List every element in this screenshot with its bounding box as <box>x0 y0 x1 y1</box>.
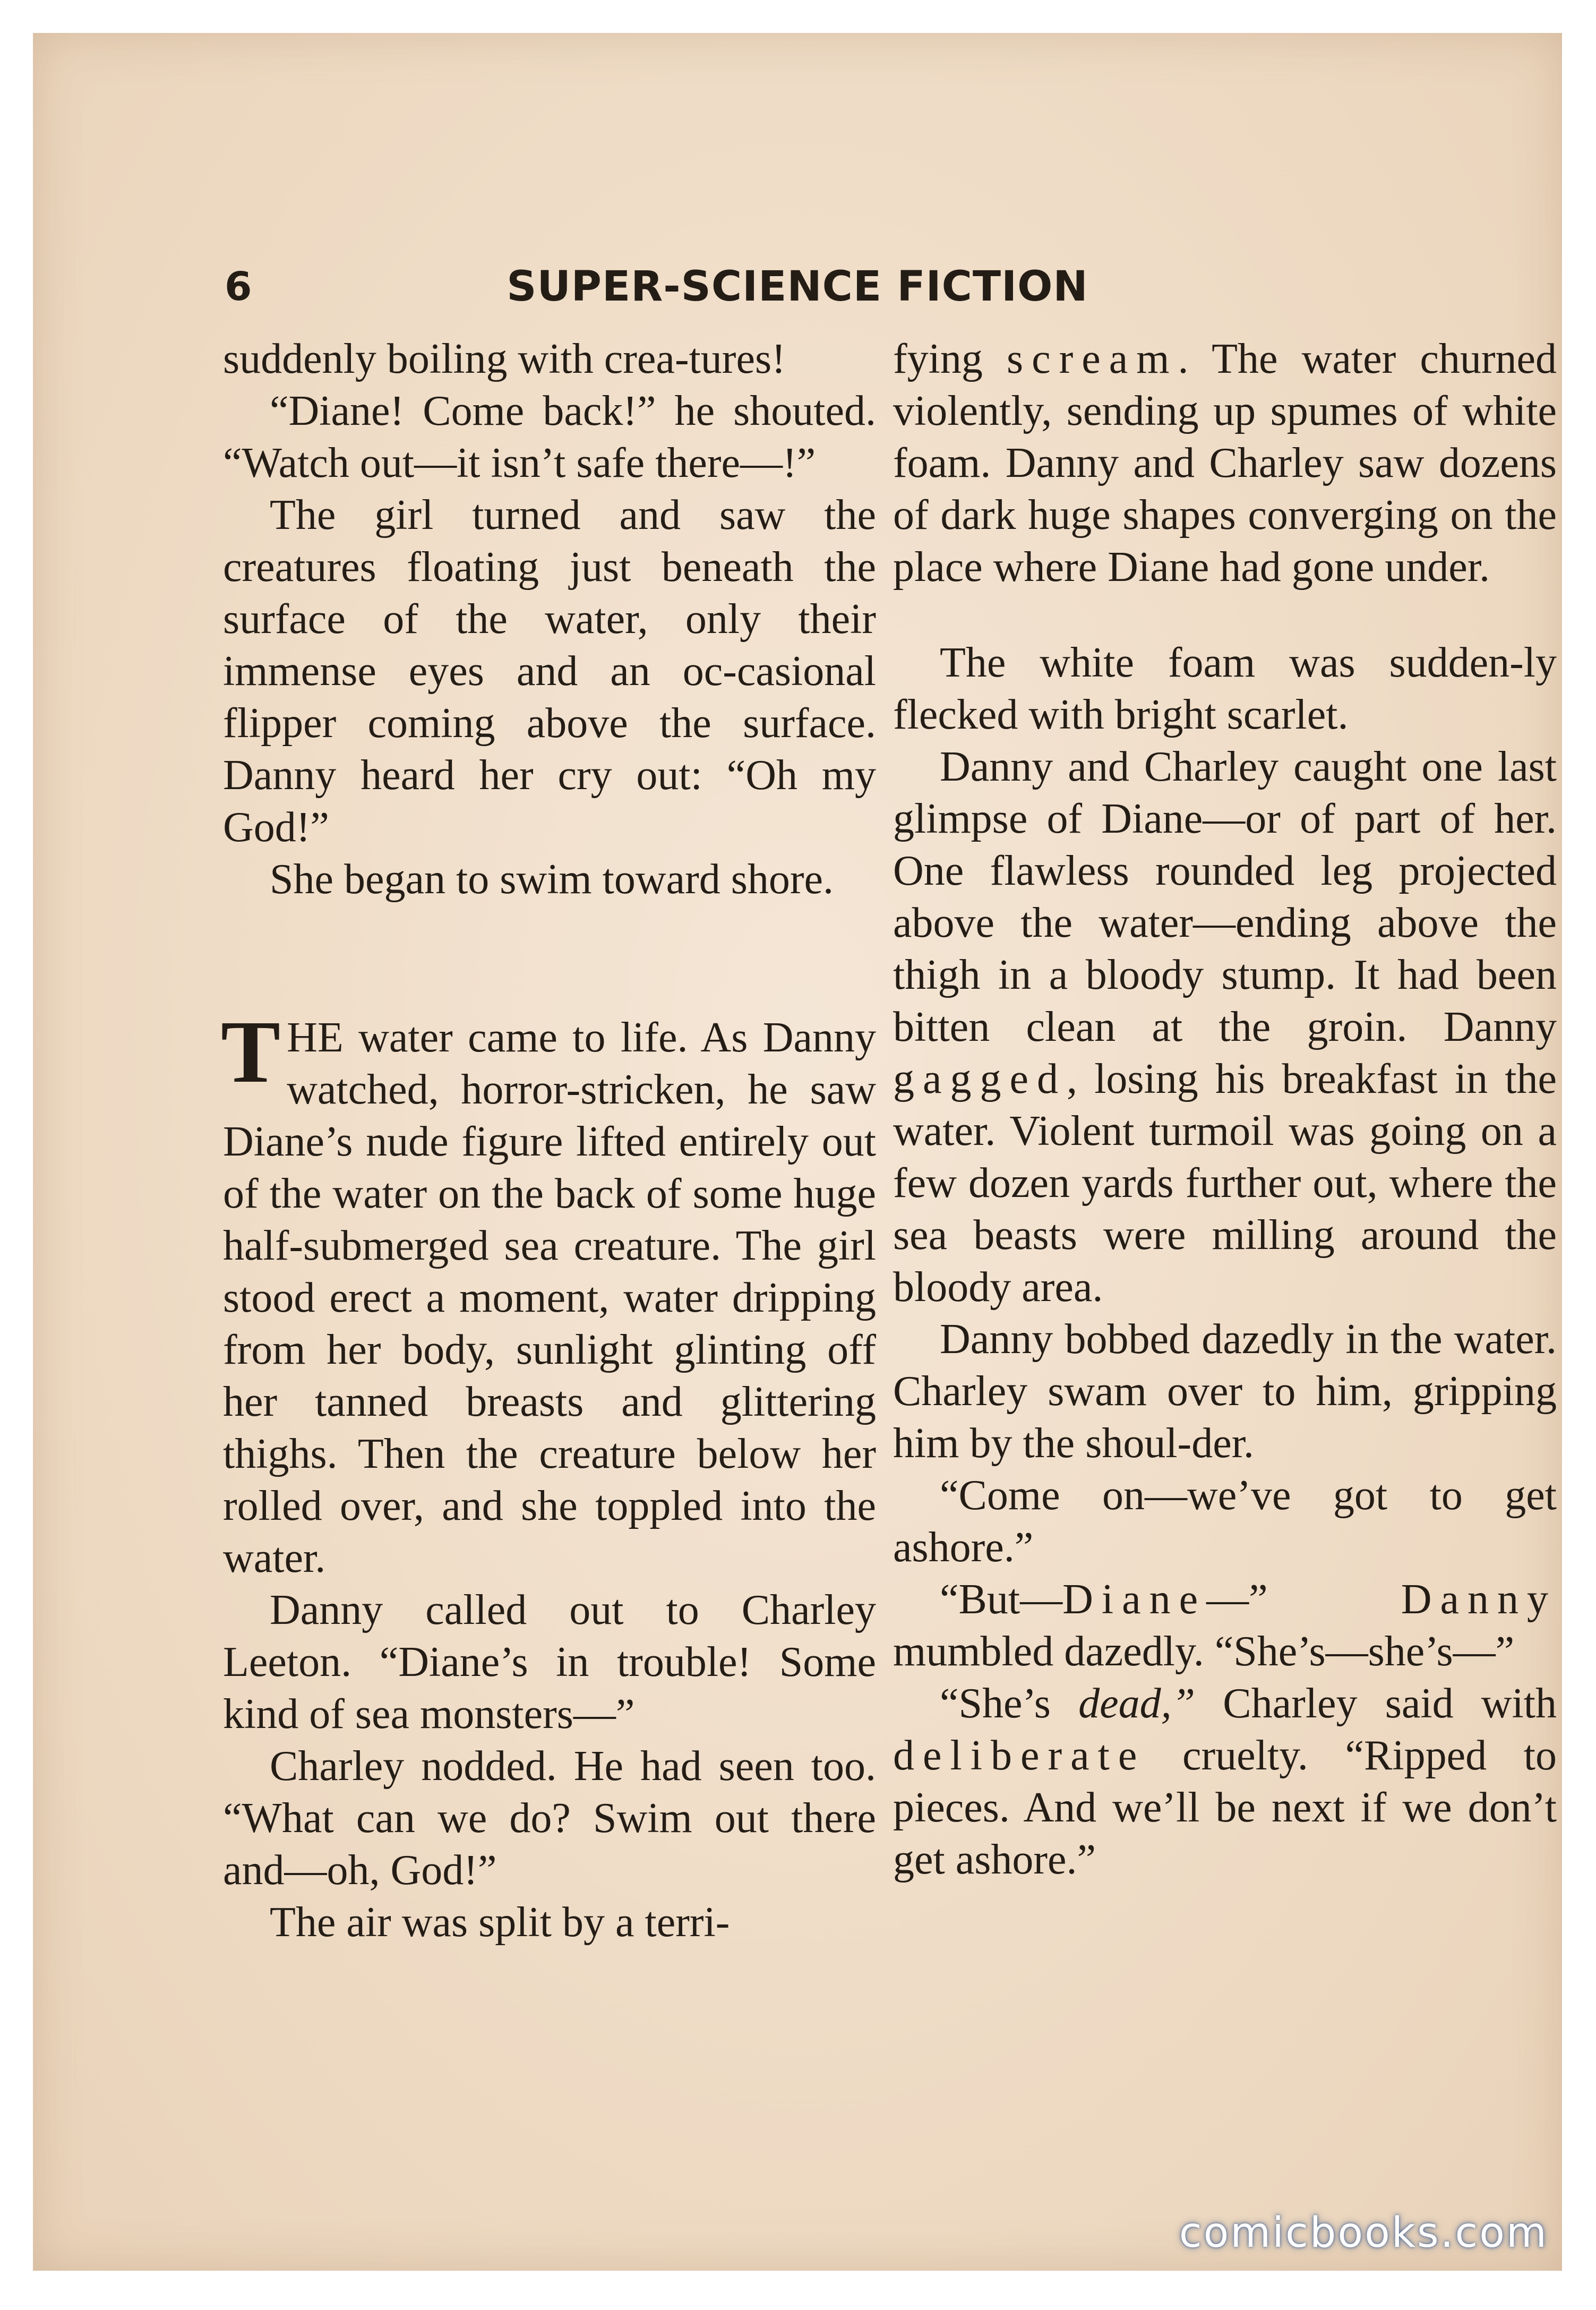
watermark: comicbooks.com <box>1179 2209 1548 2257</box>
page-header <box>33 258 1562 316</box>
running-head: SUPER-SCIENCE FICTION <box>507 263 1088 311</box>
paragraph: Charley nodded. He had seen too. “What can we do? Swim out there and—oh, God!” <box>223 1743 876 1894</box>
page-number: 6 <box>225 264 252 310</box>
paragraph <box>893 1678 1557 1886</box>
text-run: cruelty. “Ripped to pieces. And we’ll be next if we don’t get ashore.” <box>893 1732 1557 1883</box>
paragraph <box>893 333 1557 593</box>
text-run: mumbled dazedly. “She’s—she’s—” <box>893 1628 1515 1675</box>
drop-cap: T <box>221 1003 281 1101</box>
left-column <box>223 333 876 1948</box>
paragraph: suddenly boiling with crea-tures! <box>223 336 786 382</box>
text-run: , losing his breakfast in the water. Violent turmoil was going on a few dozen yards further out, where the sea beasts were milling around the bloody area. <box>893 1056 1557 1311</box>
text-run: Danny and Charley caught one last glimpse of Diane—or of part of her. One flawless rounded leg projected above the water—ending above the thigh in a bloody stump. It had been bitten clean at the groin. <box>893 743 1557 1050</box>
text-run: Danny <box>1443 1004 1557 1050</box>
text-run: “But— <box>940 1576 1063 1623</box>
paragraph: The air was split by a terri- <box>270 1899 730 1946</box>
text-run: “She’s <box>940 1680 1051 1727</box>
paragraph: “Come on—we’ve got to get ashore.” <box>893 1472 1557 1571</box>
paragraph: Danny called out to Charley Leeton. “Diane’s in trouble! Some kind of sea monsters—” <box>223 1587 876 1738</box>
letterspaced-word: gagged <box>893 1056 1067 1102</box>
paragraph: The girl turned and saw the creatures floating just beneath the surface of the water, only their immense eyes and an oc-casional flipper coming above the surface. Danny heard her cry out: “Oh my God!” <box>223 492 876 851</box>
text-run: fying <box>893 336 983 382</box>
letterspaced-word: Diane <box>1062 1576 1207 1623</box>
right-column <box>893 333 1557 1886</box>
paragraph: “Diane! Come back!” he shouted. “Watch out—it isn’t safe there—!” <box>223 388 876 486</box>
paragraph <box>893 1573 1557 1678</box>
paragraph: She began to swim toward shore. <box>270 856 834 903</box>
text-run: Charley said with <box>1223 1680 1557 1727</box>
paragraph: Danny bobbed dazedly in the water. Charley swam over to him, gripping him by the shoul-der. <box>893 1316 1557 1467</box>
letterspaced-word: Danny <box>1401 1576 1557 1623</box>
text-run: . The water churned violently, sending up spumes of white foam. Danny and Charley saw dozens of dark huge shapes converging on the place where Diane had gone under. <box>893 336 1557 591</box>
letterspaced-word: deliberate <box>893 1732 1146 1779</box>
letterspaced-word: scream <box>1006 336 1178 382</box>
italic-word: dead,” <box>1078 1680 1196 1727</box>
paragraph-text: HE water came to life. As Danny watched, horror-stricken, he saw Diane’s nude figure lifted entirely out of the water on the back of some huge half-submerged sea creature. The girl stood erect a moment, water dripping from her body, sunlight glinting off her tanned breasts and glittering thighs. Then the creature below her rolled over, and she toppled into the water. <box>223 1014 876 1581</box>
text-run: —” <box>1206 1576 1268 1623</box>
paragraph: The white foam was sudden-ly flecked with bright scarlet. <box>893 639 1557 738</box>
paragraph <box>893 741 1557 1313</box>
magazine-page <box>33 33 1562 2271</box>
section-opening-paragraph <box>221 1003 876 1584</box>
